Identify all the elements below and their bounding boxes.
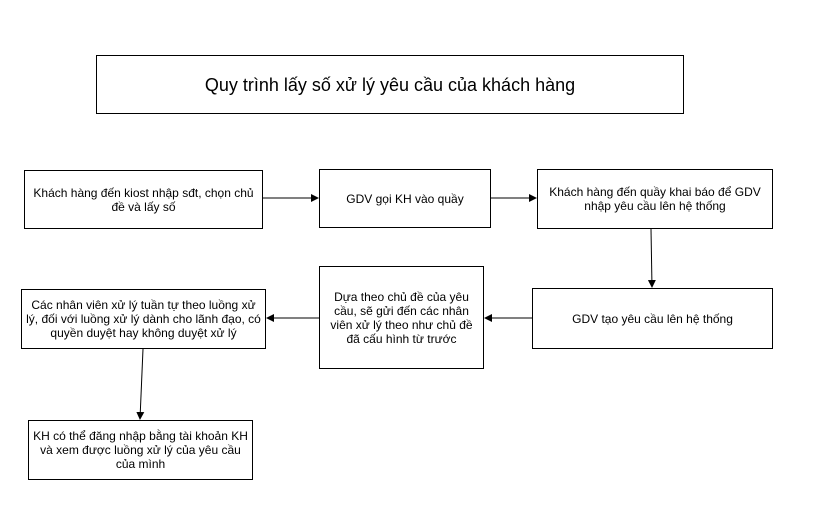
step-customer-takes-number: Khách hàng đến kiost nhập sđt, chọn chủ đề và lấy số: [24, 170, 263, 229]
step-route-to-staff: Dựa theo chủ đề của yêu cầu, sẽ gửi đến các nhân viên xử lý theo như chủ đề đã cấu hình từ trước: [319, 266, 484, 369]
step-teller-calls-customer: GDV gọi KH vào quầy: [319, 169, 491, 228]
diagram-title: Quy trình lấy số xử lý yêu cầu của khách hàng: [96, 55, 684, 114]
step-staff-process-flow: Các nhân viên xử lý tuần tự theo luồng xử lý, đối với luồng xử lý dành cho lãnh đạo, có quyền duyệt hay không duyệt xử lý: [21, 289, 266, 349]
step-teller-creates-request: GDV tạo yêu cầu lên hệ thống: [532, 288, 773, 349]
arrow-s3-to-s4: [651, 229, 652, 287]
step-customer-views-flow: KH có thể đăng nhập bằng tài khoản KH và xem được luồng xử lý của yêu cầu của mình: [28, 420, 253, 480]
step-customer-declares-request: Khách hàng đến quầy khai báo để GDV nhập yêu cầu lên hệ thống: [537, 169, 773, 229]
arrow-s6-to-s7: [140, 349, 143, 419]
